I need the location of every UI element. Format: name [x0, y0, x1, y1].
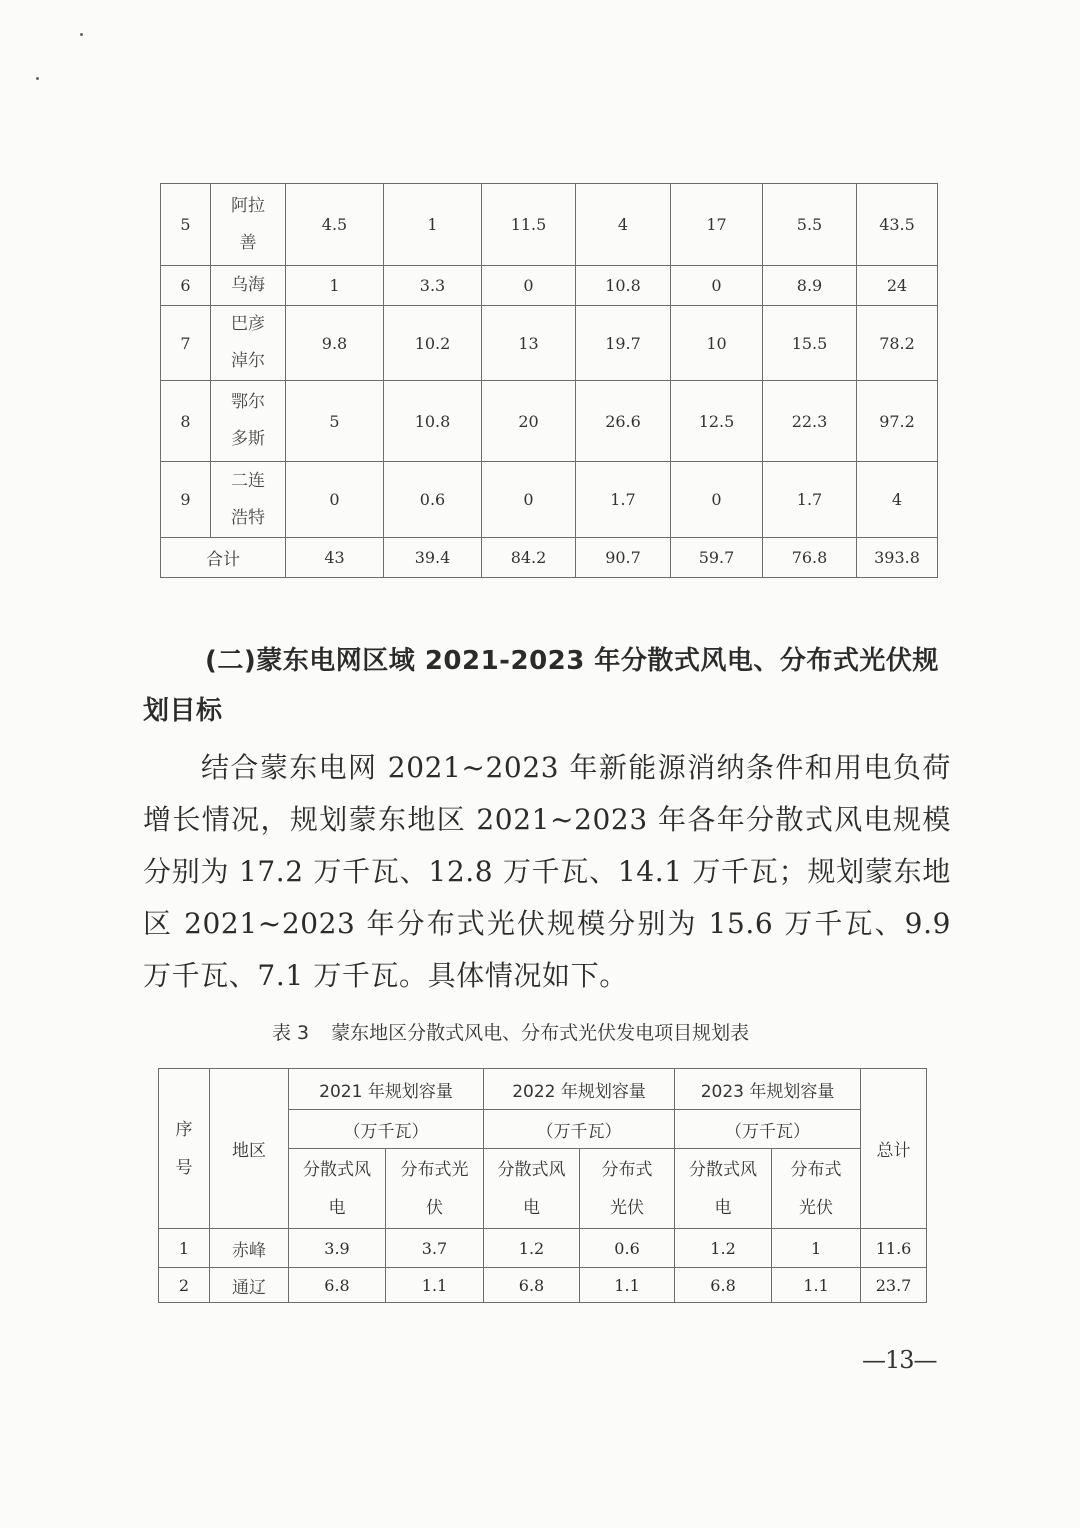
total-row [161, 538, 938, 578]
cell-region [211, 381, 286, 462]
header-2022-pv [580, 1149, 675, 1229]
cell-value: 10 [671, 306, 763, 381]
cell-serial-number: 2 [159, 1268, 210, 1303]
region-line: 阿拉 [231, 195, 265, 216]
region-line: 浩特 [231, 507, 265, 528]
cell-value: 24 [857, 266, 938, 306]
cell-serial-number: 5 [161, 184, 211, 266]
region-line: 鄂尔 [231, 392, 265, 412]
cell-value: 78.2 [857, 306, 938, 381]
header-line: 分散式风 [303, 1159, 371, 1180]
cell-value: 4 [576, 184, 671, 266]
cell-value: 1.1 [386, 1268, 484, 1303]
cell-serial-number: 8 [161, 381, 211, 462]
cell-value: 4.5 [286, 184, 384, 266]
header-line: 分布式光 [400, 1159, 469, 1180]
header-unit-2022: （万千瓦） [484, 1110, 675, 1149]
total-value: 43 [286, 538, 384, 578]
header-line: 电 [714, 1197, 732, 1218]
cell-value: 13 [482, 306, 576, 381]
cell-value: 0 [482, 462, 576, 538]
header-2023-wind [675, 1149, 772, 1229]
region-line: 巴彦 [231, 314, 265, 334]
header-serial-number [159, 1069, 210, 1229]
cell-value: 26.6 [576, 381, 671, 462]
cell-value: 1 [772, 1229, 861, 1268]
table-caption-number: 表 3 [272, 1022, 310, 1044]
table-caption [272, 1018, 832, 1045]
cell-value: 0.6 [580, 1229, 675, 1268]
region-line: 淖尔 [231, 351, 265, 371]
cell-value: 6.8 [484, 1268, 580, 1303]
cell-value: 20 [482, 381, 576, 462]
header-line: 光伏 [610, 1197, 645, 1218]
header-2023-pv [772, 1149, 861, 1229]
header-line: 分布式 [601, 1159, 653, 1180]
total-value: 59.7 [671, 538, 763, 578]
header-line: 伏 [426, 1197, 443, 1218]
total-value: 84.2 [482, 538, 576, 578]
table-3-mengdong-plan [158, 1068, 927, 1303]
header-2021-pv [386, 1149, 484, 1229]
cell-region [211, 184, 286, 266]
header-serial-line: 号 [175, 1157, 193, 1178]
region-line: 乌海 [231, 275, 265, 295]
cell-value: 1.7 [576, 462, 671, 538]
cell-region [211, 462, 286, 538]
cell-value: 0 [286, 462, 384, 538]
table-row [161, 184, 938, 266]
cell-value: 1.1 [580, 1268, 675, 1303]
header-line: 光伏 [799, 1197, 834, 1218]
total-value: 393.8 [857, 538, 938, 578]
header-serial-line: 序 [175, 1119, 193, 1140]
header-year-2022: 2022 年规划容量 [484, 1069, 675, 1110]
header-line: 分布式 [790, 1159, 842, 1180]
header-unit-2023: （万千瓦） [675, 1110, 861, 1149]
cell-value: 43.5 [857, 184, 938, 266]
cell-value: 0 [482, 266, 576, 306]
cell-value: 19.7 [576, 306, 671, 381]
section-heading: (二)蒙东电网区域 2021-2023 年分散式风电、分布式光伏规划目标 [143, 646, 939, 726]
cell-value: 4 [857, 462, 938, 538]
region-line: 二连 [231, 470, 265, 491]
cell-region [211, 266, 286, 306]
cell-serial-number: 1 [159, 1229, 210, 1268]
header-year-2023: 2023 年规划容量 [675, 1069, 861, 1110]
regional-capacity-table-continued [160, 183, 938, 578]
cell-value: 3.9 [289, 1229, 386, 1268]
cell-value: 22.3 [763, 381, 857, 462]
header-year-2021: 2021 年规划容量 [289, 1069, 484, 1110]
table-row [159, 1229, 927, 1268]
header-line: 电 [523, 1197, 541, 1218]
header-line: 电 [328, 1197, 346, 1218]
total-value: 90.7 [576, 538, 671, 578]
header-region: 地区 [210, 1069, 289, 1229]
cell-value: 11.5 [482, 184, 576, 266]
cell-value: 5 [286, 381, 384, 462]
scan-speck [80, 33, 83, 36]
region-line: 善 [239, 232, 257, 253]
cell-value: 5.5 [763, 184, 857, 266]
scan-speck [36, 77, 39, 80]
cell-value: 97.2 [857, 381, 938, 462]
cell-value: 15.5 [763, 306, 857, 381]
body-paragraph: 结合蒙东电网 2021~2023 年新能源消纳条件和用电负荷增长情况，规划蒙东地区 2021~2023 年各年分散式风电规模分别为 17.2 万千瓦、12.8 万千瓦、14.1 万千瓦；规划蒙东地区 2021~2023 年分布式光伏规模分别为 15.6 万千瓦、9.9 万千瓦、7.1 万千瓦。具体情况如下。 [143, 751, 951, 992]
cell-region: 通辽 [210, 1268, 289, 1303]
cell-value: 9.8 [286, 306, 384, 381]
cell-region: 赤峰 [210, 1229, 289, 1268]
cell-value: 10.8 [576, 266, 671, 306]
cell-serial-number: 7 [161, 306, 211, 381]
header-2021-wind [289, 1149, 386, 1229]
header-line: 分散式风 [497, 1159, 566, 1180]
cell-serial-number: 9 [161, 462, 211, 538]
header-total: 总计 [861, 1069, 927, 1229]
header-unit-2021: （万千瓦） [289, 1110, 484, 1149]
table-row [161, 266, 938, 306]
cell-value: 1 [286, 266, 384, 306]
cell-value: 6.8 [289, 1268, 386, 1303]
cell-value: 3.3 [384, 266, 482, 306]
cell-region [211, 306, 286, 381]
total-label: 合计 [161, 538, 286, 578]
total-value: 76.8 [763, 538, 857, 578]
header-line: 分散式风 [689, 1159, 758, 1180]
total-value: 39.4 [384, 538, 482, 578]
cell-value: 11.6 [861, 1229, 927, 1268]
cell-serial-number: 6 [161, 266, 211, 306]
table-row [159, 1268, 927, 1303]
table-row [161, 381, 938, 462]
cell-value: 17 [671, 184, 763, 266]
header-2022-wind [484, 1149, 580, 1229]
table-caption-title: 蒙东地区分散式风电、分布式光伏发电项目规划表 [331, 1022, 750, 1044]
table-row [161, 306, 938, 381]
cell-value: 1 [384, 184, 482, 266]
cell-value: 0 [671, 462, 763, 538]
region-line: 多斯 [231, 429, 265, 449]
cell-value: 1.1 [772, 1268, 861, 1303]
cell-value: 10.2 [384, 306, 482, 381]
cell-value: 6.8 [675, 1268, 772, 1303]
cell-value: 10.8 [384, 381, 482, 462]
cell-value: 3.7 [386, 1229, 484, 1268]
cell-value: 23.7 [861, 1268, 927, 1303]
cell-value: 8.9 [763, 266, 857, 306]
cell-value: 1.7 [763, 462, 857, 538]
table-row [161, 462, 938, 538]
cell-value: 1.2 [484, 1229, 580, 1268]
page-number: —13— [862, 1346, 937, 1374]
cell-value: 0.6 [384, 462, 482, 538]
cell-value: 0 [671, 266, 763, 306]
cell-value: 12.5 [671, 381, 763, 462]
cell-value: 1.2 [675, 1229, 772, 1268]
